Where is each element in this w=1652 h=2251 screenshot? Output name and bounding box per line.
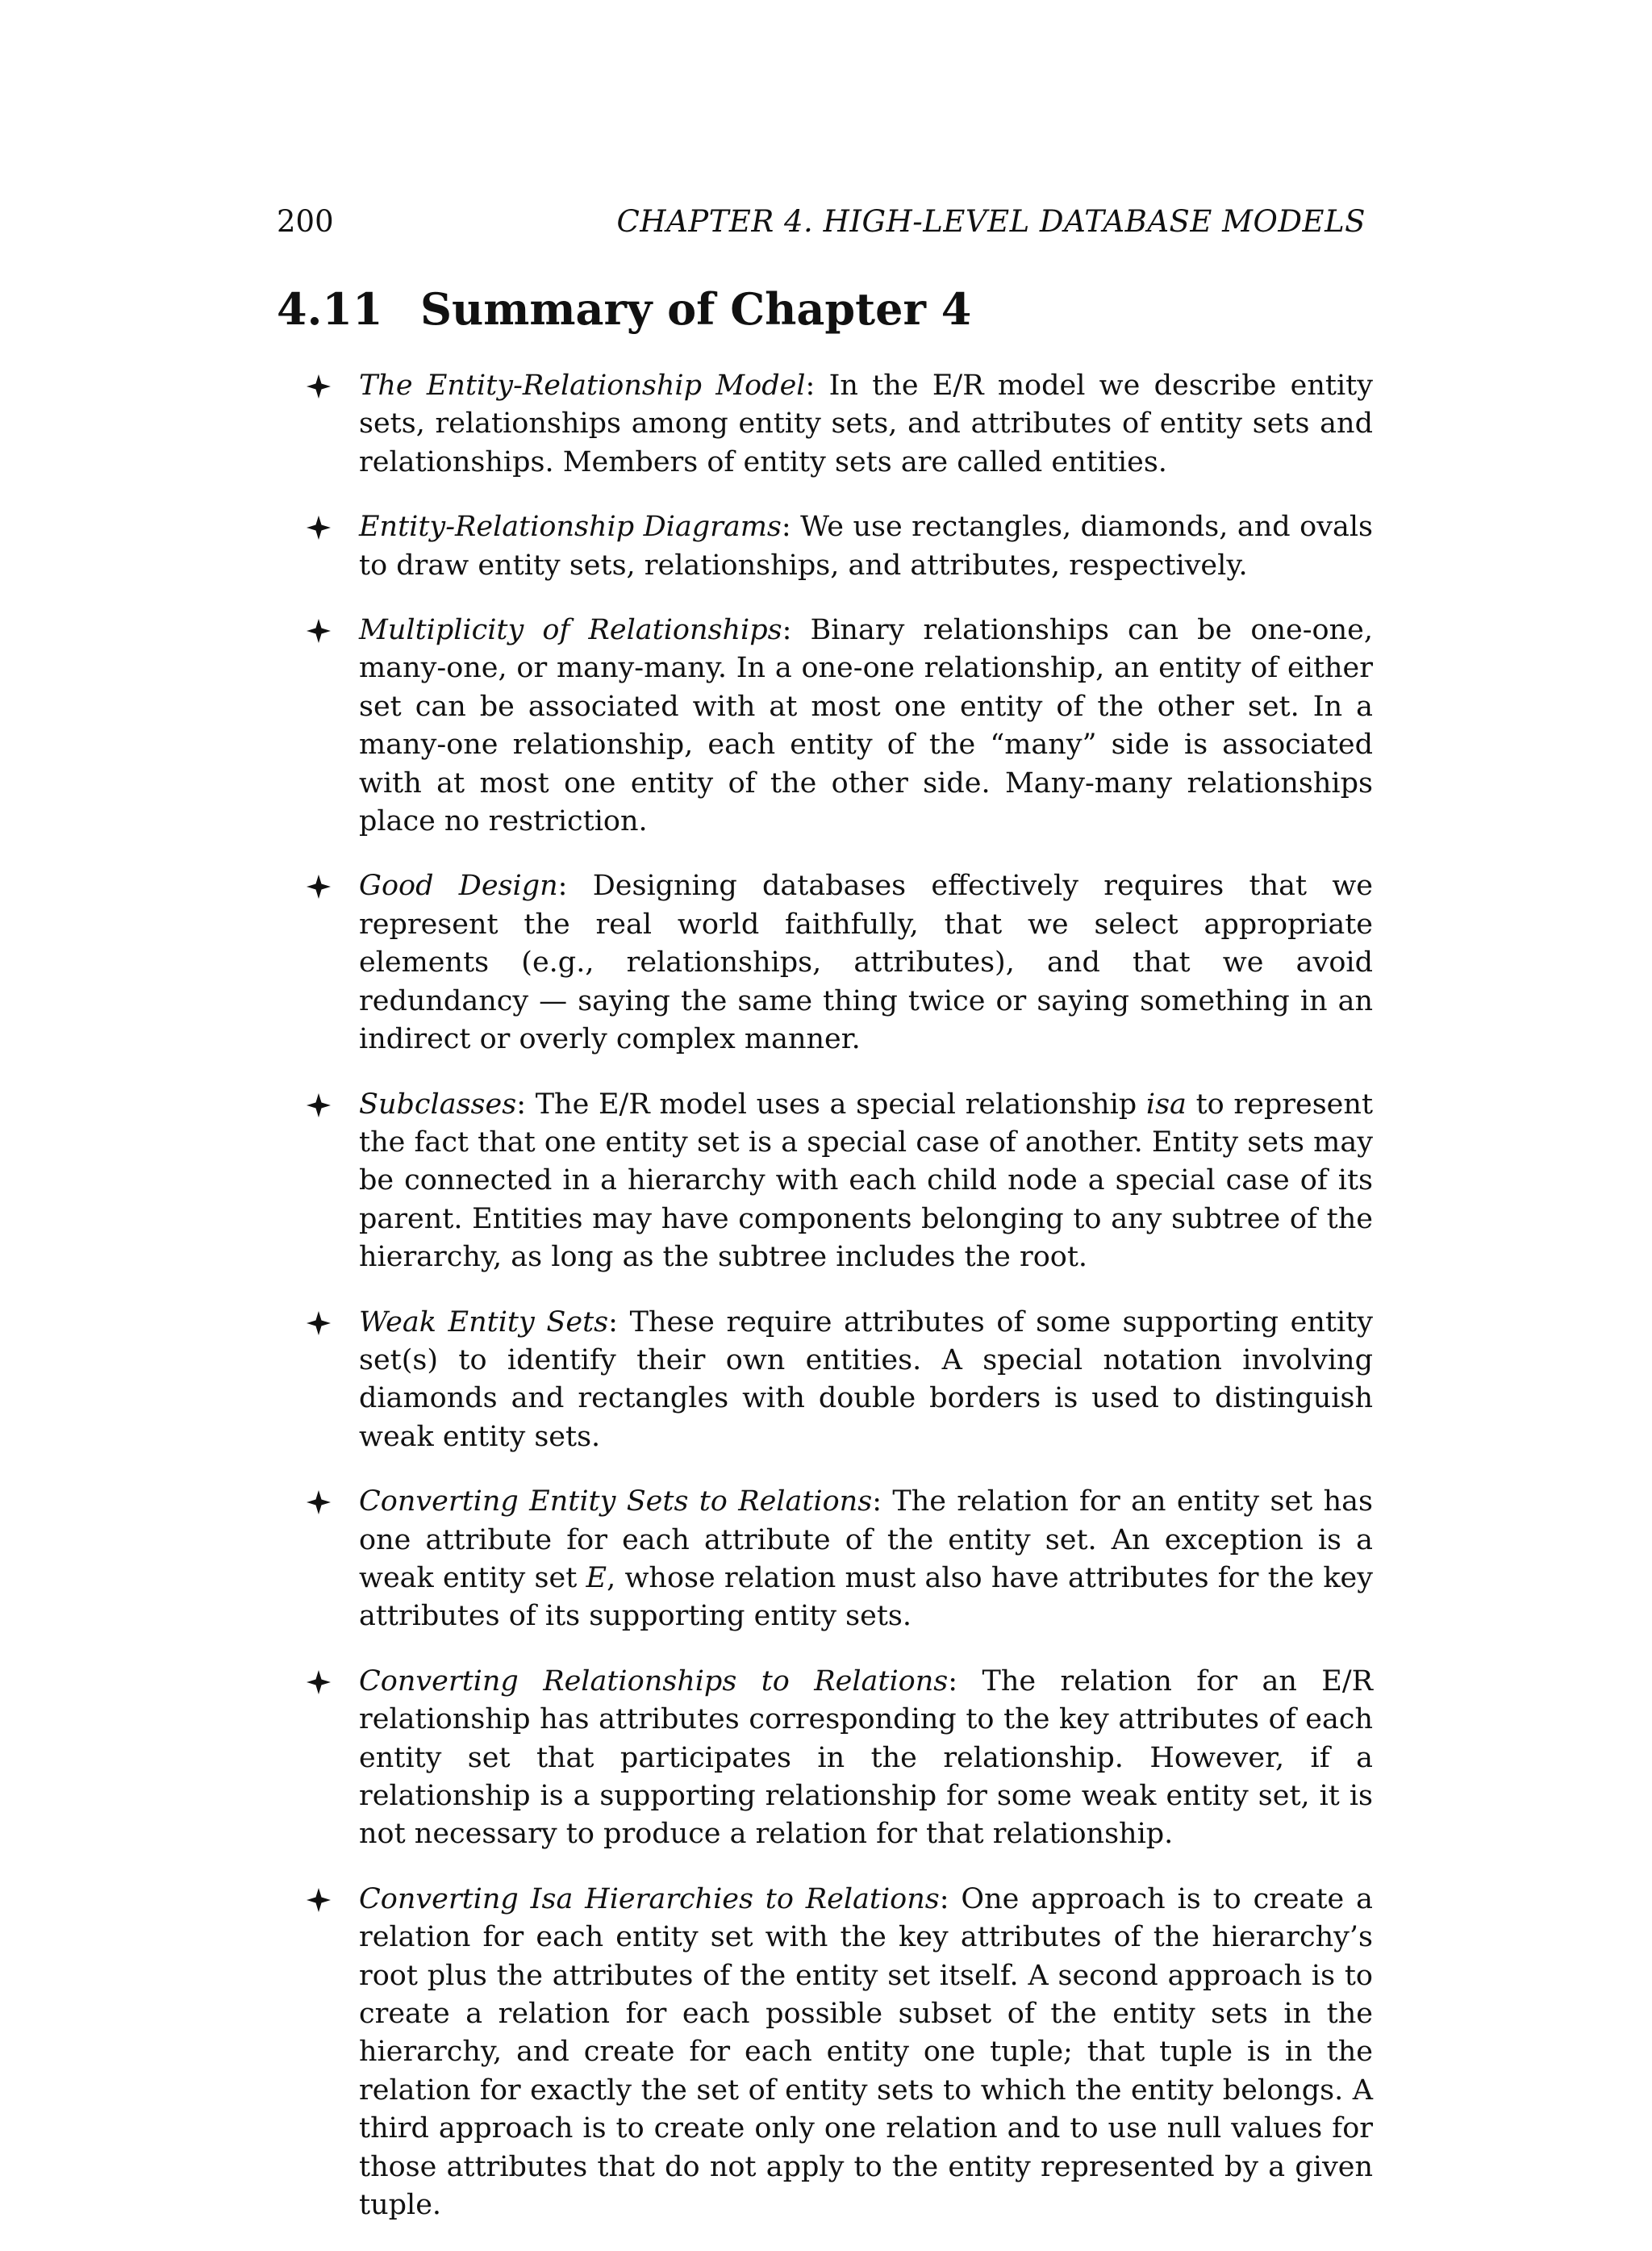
four-pointed-star-icon — [307, 1093, 331, 1117]
four-pointed-star-icon — [307, 619, 331, 643]
item-text-after: , whose relation must also have attributes for the key attributes of its supporting entity sets. — [359, 1561, 1374, 1633]
item-title: Subclasses — [359, 1088, 517, 1121]
item-text-before: The E/R model uses a special relationship — [535, 1088, 1146, 1121]
section-number: 4.11 — [277, 283, 383, 335]
item-title: Converting Isa Hierarchies to Relations — [359, 1882, 940, 1915]
item-text: The relation for an E/R relationship has attributes corresponding to the key attributes of each entity set that participates in the relationship. However, if a relationship is a supporting relationship for some weak entity set, it is not necessary to produce a relation for that relationship. — [359, 1664, 1373, 1851]
item-text: We use rectangles, diamonds, and ovals to draw entity sets, relationships, and attributes, respectively. — [359, 511, 1373, 582]
item-title: Multiplicity of Relationships — [359, 614, 782, 647]
item-text: Designing databases effectively requires that we represent the real world faithfully, that we select appropriate elements (e.g., relationships, attributes), and that we avoid redundancy — saying the same thing twice or saying something in an indirect or overly complex manner. — [359, 870, 1373, 1056]
summary-item-converting-relationships: Converting Relationships to Relations: The relation for an E/R relationship has attributes corresponding to the key attributes of each entity set that participates in the relationship. However, if a relationship is a supporting relationship for some weak entity set, it is not necessary to produce a relation for that relationship. — [307, 1663, 1373, 1854]
summary-item-good-design: Good Design: Designing databases effectively requires that we represent the real world faithfully, that we select appropriate elements (e.g., relationships, attributes), and that we avoid redundancy — saying the same thing twice or saying something in an indirect or overly complex manner. — [307, 867, 1373, 1059]
item-text: Binary relationships can be one-one, many-one, or many-many. In a one-one relationship, an entity of either set can be associated with at most one entity of the other set. In a many-one relationship, each entity of the “many” side is associated with at most one entity of the other side. Many-many relationships place no restriction. — [359, 614, 1373, 838]
summary-item-entity-relationship-model: The Entity-Relationship Model: In the E/R model we describe entity sets, relationships among entity sets, and attributes of entity sets and relationships. Members of entity sets are called entities. — [307, 367, 1373, 482]
item-title: Weak Entity Sets — [359, 1305, 609, 1338]
summary-item-weak-entity-sets: Weak Entity Sets: These require attributes of some supporting entity set(s) to identify their own entities. A special notation involving diamonds and rectangles with double borders is used to distinguish weak entity sets. — [307, 1304, 1373, 1457]
item-title: Converting Entity Sets to Relations — [359, 1485, 873, 1518]
item-text-before: The relation for an entity set has one attribute for each attribute of the entity set. An exception is a weak entity set — [359, 1485, 1373, 1594]
four-pointed-star-icon — [307, 374, 331, 399]
page-number: 200 — [277, 204, 334, 239]
item-text: One approach is to create a relation for each entity set with the key attributes of the hierarchy’s root plus the attributes of the entity set itself. A second approach is to create a relation for each possible subset of the entity sets in the hierarchy, and create for each entity one tuple; that tuple is in the relation for exactly the set of entity sets to which the entity belongs. A third approach is to create only one relation and to use null values for those attributes that do not apply to the entity represented by a given tuple. — [359, 1882, 1373, 2222]
summary-list — [307, 367, 1373, 2251]
item-text: These require attributes of some supporting entity set(s) to identify their own entities. A special notation involving diamonds and rectangles with double borders is used to distinguish weak entity sets. — [359, 1305, 1373, 1453]
four-pointed-star-icon — [307, 875, 331, 899]
four-pointed-star-icon — [307, 1888, 331, 1912]
four-pointed-star-icon — [307, 1670, 331, 1694]
section-heading — [277, 277, 971, 341]
summary-item-converting-isa-hierarchies: Converting Isa Hierarchies to Relations: One approach is to create a relation for each entity set with the key attributes of the hierarchy’s root plus the attributes of the entity set itself. A second approach is to create a relation for each possible subset of the entity sets in the hierarchy, and create for each entity one tuple; that tuple is in the relation for exactly the set of entity sets to which the entity belongs. A third approach is to create only one relation and to use null values for those attributes that do not apply to the entity represented by a given tuple. — [307, 1881, 1373, 2225]
item-title: Converting Relationships to Relations — [359, 1664, 949, 1698]
item-emphasis: isa — [1145, 1088, 1187, 1121]
item-title: The Entity-Relationship Model — [359, 370, 806, 402]
four-pointed-star-icon — [307, 1490, 331, 1514]
four-pointed-star-icon — [307, 516, 331, 540]
running-head — [277, 198, 1366, 246]
item-text: In the E/R model we describe entity sets, relationships among entity sets, and attributes of entity sets and relationships. Members of entity sets are called entities. — [359, 370, 1374, 478]
running-chapter-title: CHAPTER 4. HIGH-LEVEL DATABASE MODELS — [616, 204, 1366, 239]
summary-item-converting-entity-sets: Converting Entity Sets to Relations: The relation for an entity set has one attribute for each attribute of the entity set. An exception is a weak entity set E, whose relation must also have attributes for the key attributes of its supporting entity sets. — [307, 1483, 1373, 1636]
four-pointed-star-icon — [307, 1311, 331, 1335]
item-title: Good Design — [359, 870, 558, 903]
item-text-after: to represent the fact that one entity set is a special case of another. Entity sets may be connected in a hierarchy with each child node a special case of its parent. Entities may have components belonging to any subtree of the hierarchy, as long as the subtree includes the root. — [359, 1088, 1374, 1274]
summary-item-multiplicity: Multiplicity of Relationships: Binary relationships can be one-one, many-one, or many-many. In a one-one relationship, an entity of either set can be associated with at most one entity of the other set. In a many-one relationship, each entity of the “many” side is associated with at most one entity of the other side. Many-many relationships place no restriction. — [307, 612, 1373, 841]
item-emphasis: E — [586, 1561, 607, 1594]
item-title: Entity-Relationship Diagrams — [359, 511, 782, 544]
section-title: Summary of Chapter 4 — [420, 283, 972, 335]
summary-item-subclasses: Subclasses: The E/R model uses a special relationship isa to represent the fact that one entity set is a special case of another. Entity sets may be connected in a hierarchy with each child node a special case of its parent. Entities may have components belonging to any subtree of the hierarchy, as long as the subtree includes the root. — [307, 1086, 1373, 1277]
summary-item-er-diagrams: Entity-Relationship Diagrams: We use rectangles, diamonds, and ovals to draw entity sets, relationships, and attributes, respectively. — [307, 508, 1373, 585]
